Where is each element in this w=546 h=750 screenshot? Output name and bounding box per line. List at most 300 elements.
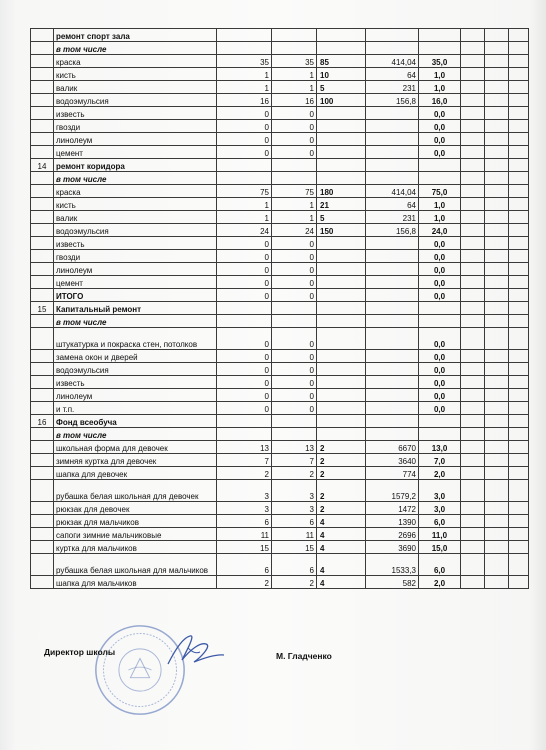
cell-c4 (317, 42, 366, 55)
row-label: рубашка белая школьная для девочек (54, 480, 217, 502)
cell-c3: 16 (272, 94, 317, 107)
cell-c5: 1579,2 (366, 480, 419, 502)
cell-c4 (317, 363, 366, 376)
empty-cell (485, 415, 509, 428)
cell-c3 (272, 415, 317, 428)
empty-cell (509, 211, 529, 224)
cell-c2: 3 (217, 502, 272, 515)
empty-cell (485, 376, 509, 389)
empty-cell (461, 376, 485, 389)
empty-cell (485, 389, 509, 402)
cell-c6: 11,0 (419, 528, 461, 541)
row-label: кисть (54, 198, 217, 211)
row-label: краска (54, 55, 217, 68)
empty-cell (461, 350, 485, 363)
cell-c6: 0,0 (419, 107, 461, 120)
cell-c4 (317, 328, 366, 350)
cell-c6: 0,0 (419, 376, 461, 389)
cell-c6: 0,0 (419, 120, 461, 133)
cell-c5 (366, 120, 419, 133)
cell-num (31, 328, 54, 350)
empty-cell (461, 363, 485, 376)
cell-c2: 6 (217, 554, 272, 576)
empty-cell (509, 68, 529, 81)
cell-c2: 0 (217, 350, 272, 363)
cell-c4 (317, 146, 366, 159)
empty-cell (461, 42, 485, 55)
empty-cell (461, 120, 485, 133)
empty-cell (485, 133, 509, 146)
empty-cell (461, 68, 485, 81)
empty-cell (509, 376, 529, 389)
cell-c4 (317, 389, 366, 402)
table-row (31, 55, 529, 68)
cell-num (31, 276, 54, 289)
cell-c6 (419, 42, 461, 55)
empty-cell (461, 315, 485, 328)
empty-cell (461, 402, 485, 415)
cell-c2: 2 (217, 467, 272, 480)
empty-cell (461, 428, 485, 441)
cell-c2 (217, 29, 272, 42)
empty-cell (485, 428, 509, 441)
row-label: в том числе (54, 315, 217, 328)
cell-c4 (317, 263, 366, 276)
cell-c5: 64 (366, 68, 419, 81)
row-label: гвозди (54, 120, 217, 133)
cell-c5: 2696 (366, 528, 419, 541)
cell-c6: 1,0 (419, 81, 461, 94)
cell-c2: 75 (217, 185, 272, 198)
empty-cell (509, 576, 529, 589)
row-label: штукатурка и покраска стен, потолков (54, 328, 217, 350)
cell-c3 (272, 302, 317, 315)
cell-c3: 0 (272, 107, 317, 120)
cell-c3: 75 (272, 185, 317, 198)
row-label: известь (54, 237, 217, 250)
table-row (31, 289, 529, 302)
table-row (31, 441, 529, 454)
cell-c5: 231 (366, 81, 419, 94)
cell-c5: 1533,3 (366, 554, 419, 576)
cell-c3: 0 (272, 146, 317, 159)
cell-c3: 0 (272, 328, 317, 350)
cell-num (31, 289, 54, 302)
cell-c2: 0 (217, 363, 272, 376)
cell-num (31, 554, 54, 576)
cell-c4: 4 (317, 576, 366, 589)
cell-c6: 24,0 (419, 224, 461, 237)
table-row (31, 29, 529, 42)
cell-c4 (317, 159, 366, 172)
row-label: школьная форма для девочек (54, 441, 217, 454)
cell-c2: 0 (217, 133, 272, 146)
empty-cell (509, 467, 529, 480)
empty-cell (485, 55, 509, 68)
table-row (31, 81, 529, 94)
cell-c6 (419, 159, 461, 172)
cell-c3: 1 (272, 68, 317, 81)
cell-c5: 156,8 (366, 94, 419, 107)
cell-num (31, 350, 54, 363)
row-label: рюкзак для мальчиков (54, 515, 217, 528)
table-row (31, 454, 529, 467)
cell-c6: 75,0 (419, 185, 461, 198)
cell-c5 (366, 263, 419, 276)
cell-num (31, 528, 54, 541)
empty-cell (461, 107, 485, 120)
cell-c4 (317, 250, 366, 263)
cell-c5 (366, 159, 419, 172)
cell-c3: 1 (272, 81, 317, 94)
cell-c2: 13 (217, 441, 272, 454)
director-label: Директор школы (44, 647, 116, 657)
table-row (31, 350, 529, 363)
cell-c2: 3 (217, 480, 272, 502)
cell-c3: 0 (272, 363, 317, 376)
empty-cell (509, 554, 529, 576)
empty-cell (485, 107, 509, 120)
cell-c4: 5 (317, 211, 366, 224)
row-label: цемент (54, 276, 217, 289)
row-label: куртка для мальчиков (54, 541, 217, 554)
empty-cell (485, 276, 509, 289)
cell-c3: 0 (272, 350, 317, 363)
cell-num (31, 68, 54, 81)
cell-c5 (366, 289, 419, 302)
cell-num (31, 441, 54, 454)
cell-c3: 3 (272, 480, 317, 502)
table-row (31, 133, 529, 146)
table-row (31, 528, 529, 541)
table-row (31, 250, 529, 263)
cell-c6: 2,0 (419, 576, 461, 589)
cell-c6: 0,0 (419, 250, 461, 263)
cell-c3 (272, 172, 317, 185)
cell-c3: 1 (272, 211, 317, 224)
empty-cell (485, 454, 509, 467)
cell-c2: 15 (217, 541, 272, 554)
empty-cell (485, 263, 509, 276)
empty-cell (485, 237, 509, 250)
cell-c2: 0 (217, 328, 272, 350)
empty-cell (485, 185, 509, 198)
cell-c6: 1,0 (419, 211, 461, 224)
table-row (31, 107, 529, 120)
row-label: валик (54, 211, 217, 224)
empty-cell (485, 541, 509, 554)
cell-c3 (272, 315, 317, 328)
cell-num (31, 81, 54, 94)
cell-c3: 0 (272, 120, 317, 133)
cell-c4 (317, 133, 366, 146)
empty-cell (509, 428, 529, 441)
cell-c2: 0 (217, 263, 272, 276)
row-label: ИТОГО (54, 289, 217, 302)
empty-cell (509, 81, 529, 94)
cell-c2 (217, 415, 272, 428)
table-row (31, 224, 529, 237)
table-row (31, 402, 529, 415)
cell-c5: 582 (366, 576, 419, 589)
cell-c3: 6 (272, 515, 317, 528)
cell-num (31, 541, 54, 554)
cell-c5 (366, 389, 419, 402)
cell-num (31, 454, 54, 467)
cell-c4: 2 (317, 502, 366, 515)
cell-c6: 13,0 (419, 441, 461, 454)
cell-c3: 11 (272, 528, 317, 541)
cell-num (31, 146, 54, 159)
cell-c4: 100 (317, 94, 366, 107)
cell-c3: 7 (272, 454, 317, 467)
row-label: сапоги зимние мальчиковые (54, 528, 217, 541)
empty-cell (509, 328, 529, 350)
cell-c3: 0 (272, 237, 317, 250)
empty-cell (461, 502, 485, 515)
empty-cell (461, 515, 485, 528)
cell-c6: 0,0 (419, 237, 461, 250)
cell-num (31, 363, 54, 376)
empty-cell (461, 467, 485, 480)
empty-cell (509, 502, 529, 515)
cell-c3: 2 (272, 576, 317, 589)
empty-cell (461, 528, 485, 541)
cell-c5 (366, 237, 419, 250)
cell-c2: 35 (217, 55, 272, 68)
cell-c2: 1 (217, 211, 272, 224)
empty-cell (461, 146, 485, 159)
empty-cell (461, 554, 485, 576)
empty-cell (509, 133, 529, 146)
empty-cell (485, 528, 509, 541)
cell-c2: 0 (217, 120, 272, 133)
empty-cell (461, 263, 485, 276)
empty-cell (485, 467, 509, 480)
empty-cell (461, 276, 485, 289)
cell-c2: 7 (217, 454, 272, 467)
empty-cell (485, 159, 509, 172)
cell-c2: 0 (217, 250, 272, 263)
empty-cell (509, 198, 529, 211)
cell-num (31, 29, 54, 42)
empty-cell (509, 441, 529, 454)
row-label: Капитальный ремонт (54, 302, 217, 315)
row-label: ремонт коридора (54, 159, 217, 172)
row-label: известь (54, 107, 217, 120)
cell-c6: 35,0 (419, 55, 461, 68)
cell-c2: 0 (217, 402, 272, 415)
cell-c5: 3640 (366, 454, 419, 467)
cell-c2: 1 (217, 198, 272, 211)
cell-num (31, 133, 54, 146)
cell-c4 (317, 172, 366, 185)
cell-c5: 1390 (366, 515, 419, 528)
cell-num (31, 389, 54, 402)
row-label: зимняя куртка для девочек (54, 454, 217, 467)
cell-c5 (366, 402, 419, 415)
row-label: краска (54, 185, 217, 198)
table-row (31, 42, 529, 55)
cell-c6: 1,0 (419, 198, 461, 211)
table-row (31, 376, 529, 389)
cell-c5 (366, 428, 419, 441)
row-label: кисть (54, 68, 217, 81)
cell-c2: 0 (217, 276, 272, 289)
empty-cell (461, 541, 485, 554)
cell-c4 (317, 237, 366, 250)
empty-cell (509, 415, 529, 428)
cell-c3: 0 (272, 263, 317, 276)
cell-c5: 414,04 (366, 55, 419, 68)
row-label: шапка для мальчиков (54, 576, 217, 589)
table-row (31, 211, 529, 224)
empty-cell (485, 172, 509, 185)
cell-c6 (419, 415, 461, 428)
empty-cell (461, 224, 485, 237)
cell-c3: 0 (272, 276, 317, 289)
empty-cell (509, 528, 529, 541)
cell-c3: 0 (272, 289, 317, 302)
signature-icon (160, 628, 230, 673)
cell-num (31, 185, 54, 198)
empty-cell (509, 250, 529, 263)
cell-c4 (317, 402, 366, 415)
table-row (31, 159, 529, 172)
empty-cell (461, 29, 485, 42)
row-label: рюкзак для девочек (54, 502, 217, 515)
cell-c6: 1,0 (419, 68, 461, 81)
empty-cell (509, 94, 529, 107)
empty-cell (509, 107, 529, 120)
cell-num (31, 376, 54, 389)
cell-c4 (317, 376, 366, 389)
cell-c5: 414,04 (366, 185, 419, 198)
cell-num: 16 (31, 415, 54, 428)
cell-c2 (217, 42, 272, 55)
cell-num (31, 172, 54, 185)
row-label: в том числе (54, 172, 217, 185)
cell-c4: 180 (317, 185, 366, 198)
empty-cell (509, 454, 529, 467)
cell-c4: 4 (317, 541, 366, 554)
empty-cell (461, 302, 485, 315)
empty-cell (485, 554, 509, 576)
row-label: Фонд всеобуча (54, 415, 217, 428)
empty-cell (509, 224, 529, 237)
cell-c6 (419, 29, 461, 42)
cell-c5: 231 (366, 211, 419, 224)
empty-cell (461, 237, 485, 250)
row-label: линолеум (54, 389, 217, 402)
empty-cell (509, 515, 529, 528)
cell-c5 (366, 146, 419, 159)
empty-cell (509, 159, 529, 172)
cell-c2 (217, 302, 272, 315)
empty-cell (509, 237, 529, 250)
cell-c4 (317, 29, 366, 42)
cell-c6: 0,0 (419, 402, 461, 415)
cell-num (31, 515, 54, 528)
table-row (31, 428, 529, 441)
cell-c2: 0 (217, 376, 272, 389)
empty-cell (509, 402, 529, 415)
table-row (31, 480, 529, 502)
table-row (31, 541, 529, 554)
table-row (31, 315, 529, 328)
empty-cell (509, 350, 529, 363)
cell-c3 (272, 42, 317, 55)
cell-c3: 13 (272, 441, 317, 454)
row-label: валик (54, 81, 217, 94)
cell-c5 (366, 315, 419, 328)
cell-num (31, 576, 54, 589)
cell-c2: 24 (217, 224, 272, 237)
cell-c4 (317, 276, 366, 289)
cell-c2 (217, 159, 272, 172)
cell-num (31, 42, 54, 55)
cell-c6: 0,0 (419, 328, 461, 350)
cell-c4 (317, 428, 366, 441)
cell-num (31, 237, 54, 250)
table-row (31, 146, 529, 159)
empty-cell (485, 250, 509, 263)
cell-c4 (317, 315, 366, 328)
cell-num (31, 263, 54, 276)
table-row (31, 68, 529, 81)
empty-cell (485, 211, 509, 224)
cell-num (31, 250, 54, 263)
cell-num (31, 198, 54, 211)
cell-c6: 16,0 (419, 94, 461, 107)
empty-cell (509, 172, 529, 185)
cell-c3 (272, 428, 317, 441)
row-label: водоэмульсия (54, 94, 217, 107)
table-row (31, 389, 529, 402)
empty-cell (461, 328, 485, 350)
cell-c4 (317, 350, 366, 363)
cell-c3 (272, 29, 317, 42)
empty-cell (461, 250, 485, 263)
empty-cell (485, 363, 509, 376)
empty-cell (509, 302, 529, 315)
table-row (31, 263, 529, 276)
empty-cell (461, 454, 485, 467)
cell-c3: 2 (272, 467, 317, 480)
empty-cell (461, 415, 485, 428)
empty-cell (461, 133, 485, 146)
cell-num (31, 480, 54, 502)
cell-c5 (366, 415, 419, 428)
cell-c4 (317, 415, 366, 428)
row-label: водоэмульсия (54, 224, 217, 237)
cell-num (31, 224, 54, 237)
cell-c4 (317, 120, 366, 133)
cell-c2: 0 (217, 146, 272, 159)
empty-cell (461, 81, 485, 94)
cell-c6: 6,0 (419, 515, 461, 528)
empty-cell (509, 185, 529, 198)
empty-cell (485, 68, 509, 81)
cell-c3: 0 (272, 133, 317, 146)
budget-table (30, 28, 529, 589)
cell-c2: 0 (217, 289, 272, 302)
cell-c6: 3,0 (419, 502, 461, 515)
cell-c4: 2 (317, 467, 366, 480)
cell-c3: 24 (272, 224, 317, 237)
empty-cell (485, 42, 509, 55)
cell-c5: 1472 (366, 502, 419, 515)
